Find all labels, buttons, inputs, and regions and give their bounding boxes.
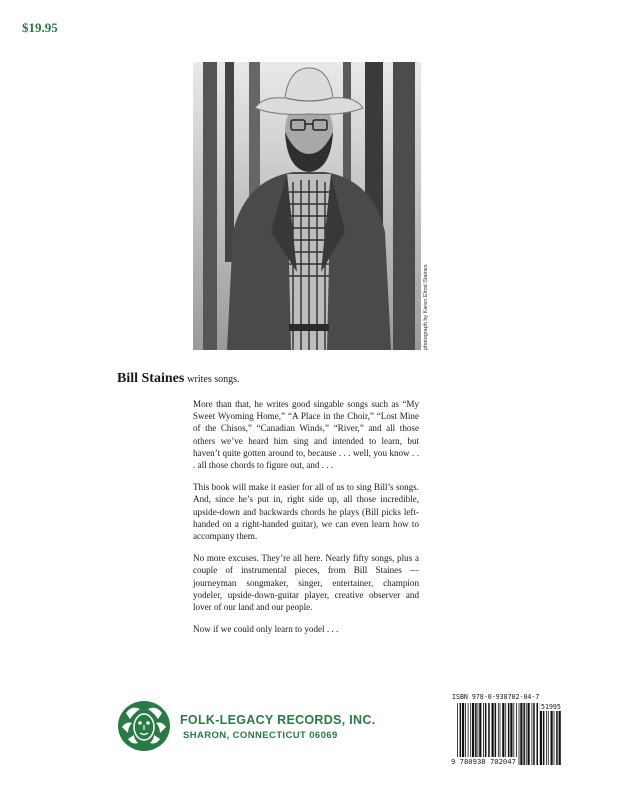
blurb-paragraph: This book will make it easier for all of us to sing Bill’s songs. And, since he’s put in, right side up, all those incredible, upside-down and backwards chords he plays (Bill picks left-handed on a right-handed guitar), we can even learn how to accompany them. <box>193 482 419 542</box>
barcode-bar <box>475 703 477 765</box>
blurb <box>193 398 419 645</box>
barcode-bar <box>526 703 527 765</box>
barcode-bar <box>462 703 464 765</box>
author-intro <box>117 369 240 387</box>
publisher-location: SHARON, CONNECTICUT 06069 <box>183 730 338 741</box>
isbn-label: ISBN 978-0-938702-04-7 <box>452 693 540 701</box>
barcode-bar <box>498 703 499 765</box>
barcode-bar <box>551 703 553 765</box>
barcode-bars <box>455 703 563 765</box>
blurb-paragraph: More than that, he writes good singable songs such as “My Sweet Wyoming Home,” “A Place in the Choir,” “Lost Mine of the Chisos,” “Canadian Winds,” “River,” and all those others we’ve heard him sing and intended to learn, but haven’t quite gotten around to, because . . . well, you know . . . all those chords to figure out, and . . . <box>193 399 419 471</box>
barcode-bar <box>513 703 514 765</box>
green-man-icon <box>116 699 172 753</box>
barcode-bar <box>546 703 547 765</box>
barcode-bar <box>472 703 474 765</box>
barcode-bar <box>533 703 535 765</box>
blurb-paragraph: Now if we could only learn to yodel . . . <box>193 624 339 635</box>
barcode-bar <box>460 703 462 765</box>
barcode-bar <box>508 703 510 765</box>
barcode-bar <box>468 703 469 765</box>
barcode-bar <box>500 703 501 765</box>
barcode-bar <box>532 703 533 765</box>
barcode-bar <box>510 703 512 765</box>
barcode-bar <box>492 703 494 765</box>
barcode-bar <box>559 703 561 765</box>
barcode-bar <box>495 703 497 765</box>
price-label: $19.95 <box>22 20 58 35</box>
barcode-bar <box>485 703 487 765</box>
author-photo <box>193 62 421 350</box>
blurb-paragraph: No more excuses. They’re all here. Nearly fifty songs, plus a couple of instrumental pieces, from Bill Staines — journeyman songmaker, singer, entertainer, champion yodeler, upside-down-guitar player, creative observer and lover of our land and our people. <box>193 553 419 613</box>
barcode-bar <box>502 703 504 765</box>
barcode-bar <box>516 703 517 765</box>
author-name: Bill Staines <box>117 371 185 386</box>
barcode-bar <box>520 703 522 765</box>
barcode-bar <box>479 703 481 765</box>
barcode-bar <box>483 703 484 765</box>
author-tagline: writes songs. <box>187 374 240 385</box>
barcode-bar <box>548 703 549 765</box>
barcode-bar <box>505 703 506 765</box>
barcode-addon: 51995 <box>541 703 561 711</box>
barcode-bar <box>556 703 558 765</box>
barcode-bar <box>457 703 458 765</box>
barcode-bar <box>470 703 471 765</box>
barcode-bar <box>465 703 466 765</box>
barcode-bar <box>540 703 542 765</box>
barcode-bar <box>519 703 520 765</box>
publisher <box>180 713 375 741</box>
barcode-bar <box>543 703 545 765</box>
publisher-name: FOLK-LEGACY RECORDS, INC. <box>180 713 376 727</box>
barcode-bar <box>523 703 525 765</box>
barcode-bar <box>554 703 555 765</box>
barcode-bar <box>528 703 530 765</box>
barcode-bar <box>478 703 479 765</box>
ean-number: 9 780938 702047 <box>451 757 516 766</box>
barcode-bar <box>488 703 490 765</box>
barcode-bar <box>537 703 539 765</box>
photo-credit: photograph by Karen Elrod Staines <box>423 264 429 350</box>
